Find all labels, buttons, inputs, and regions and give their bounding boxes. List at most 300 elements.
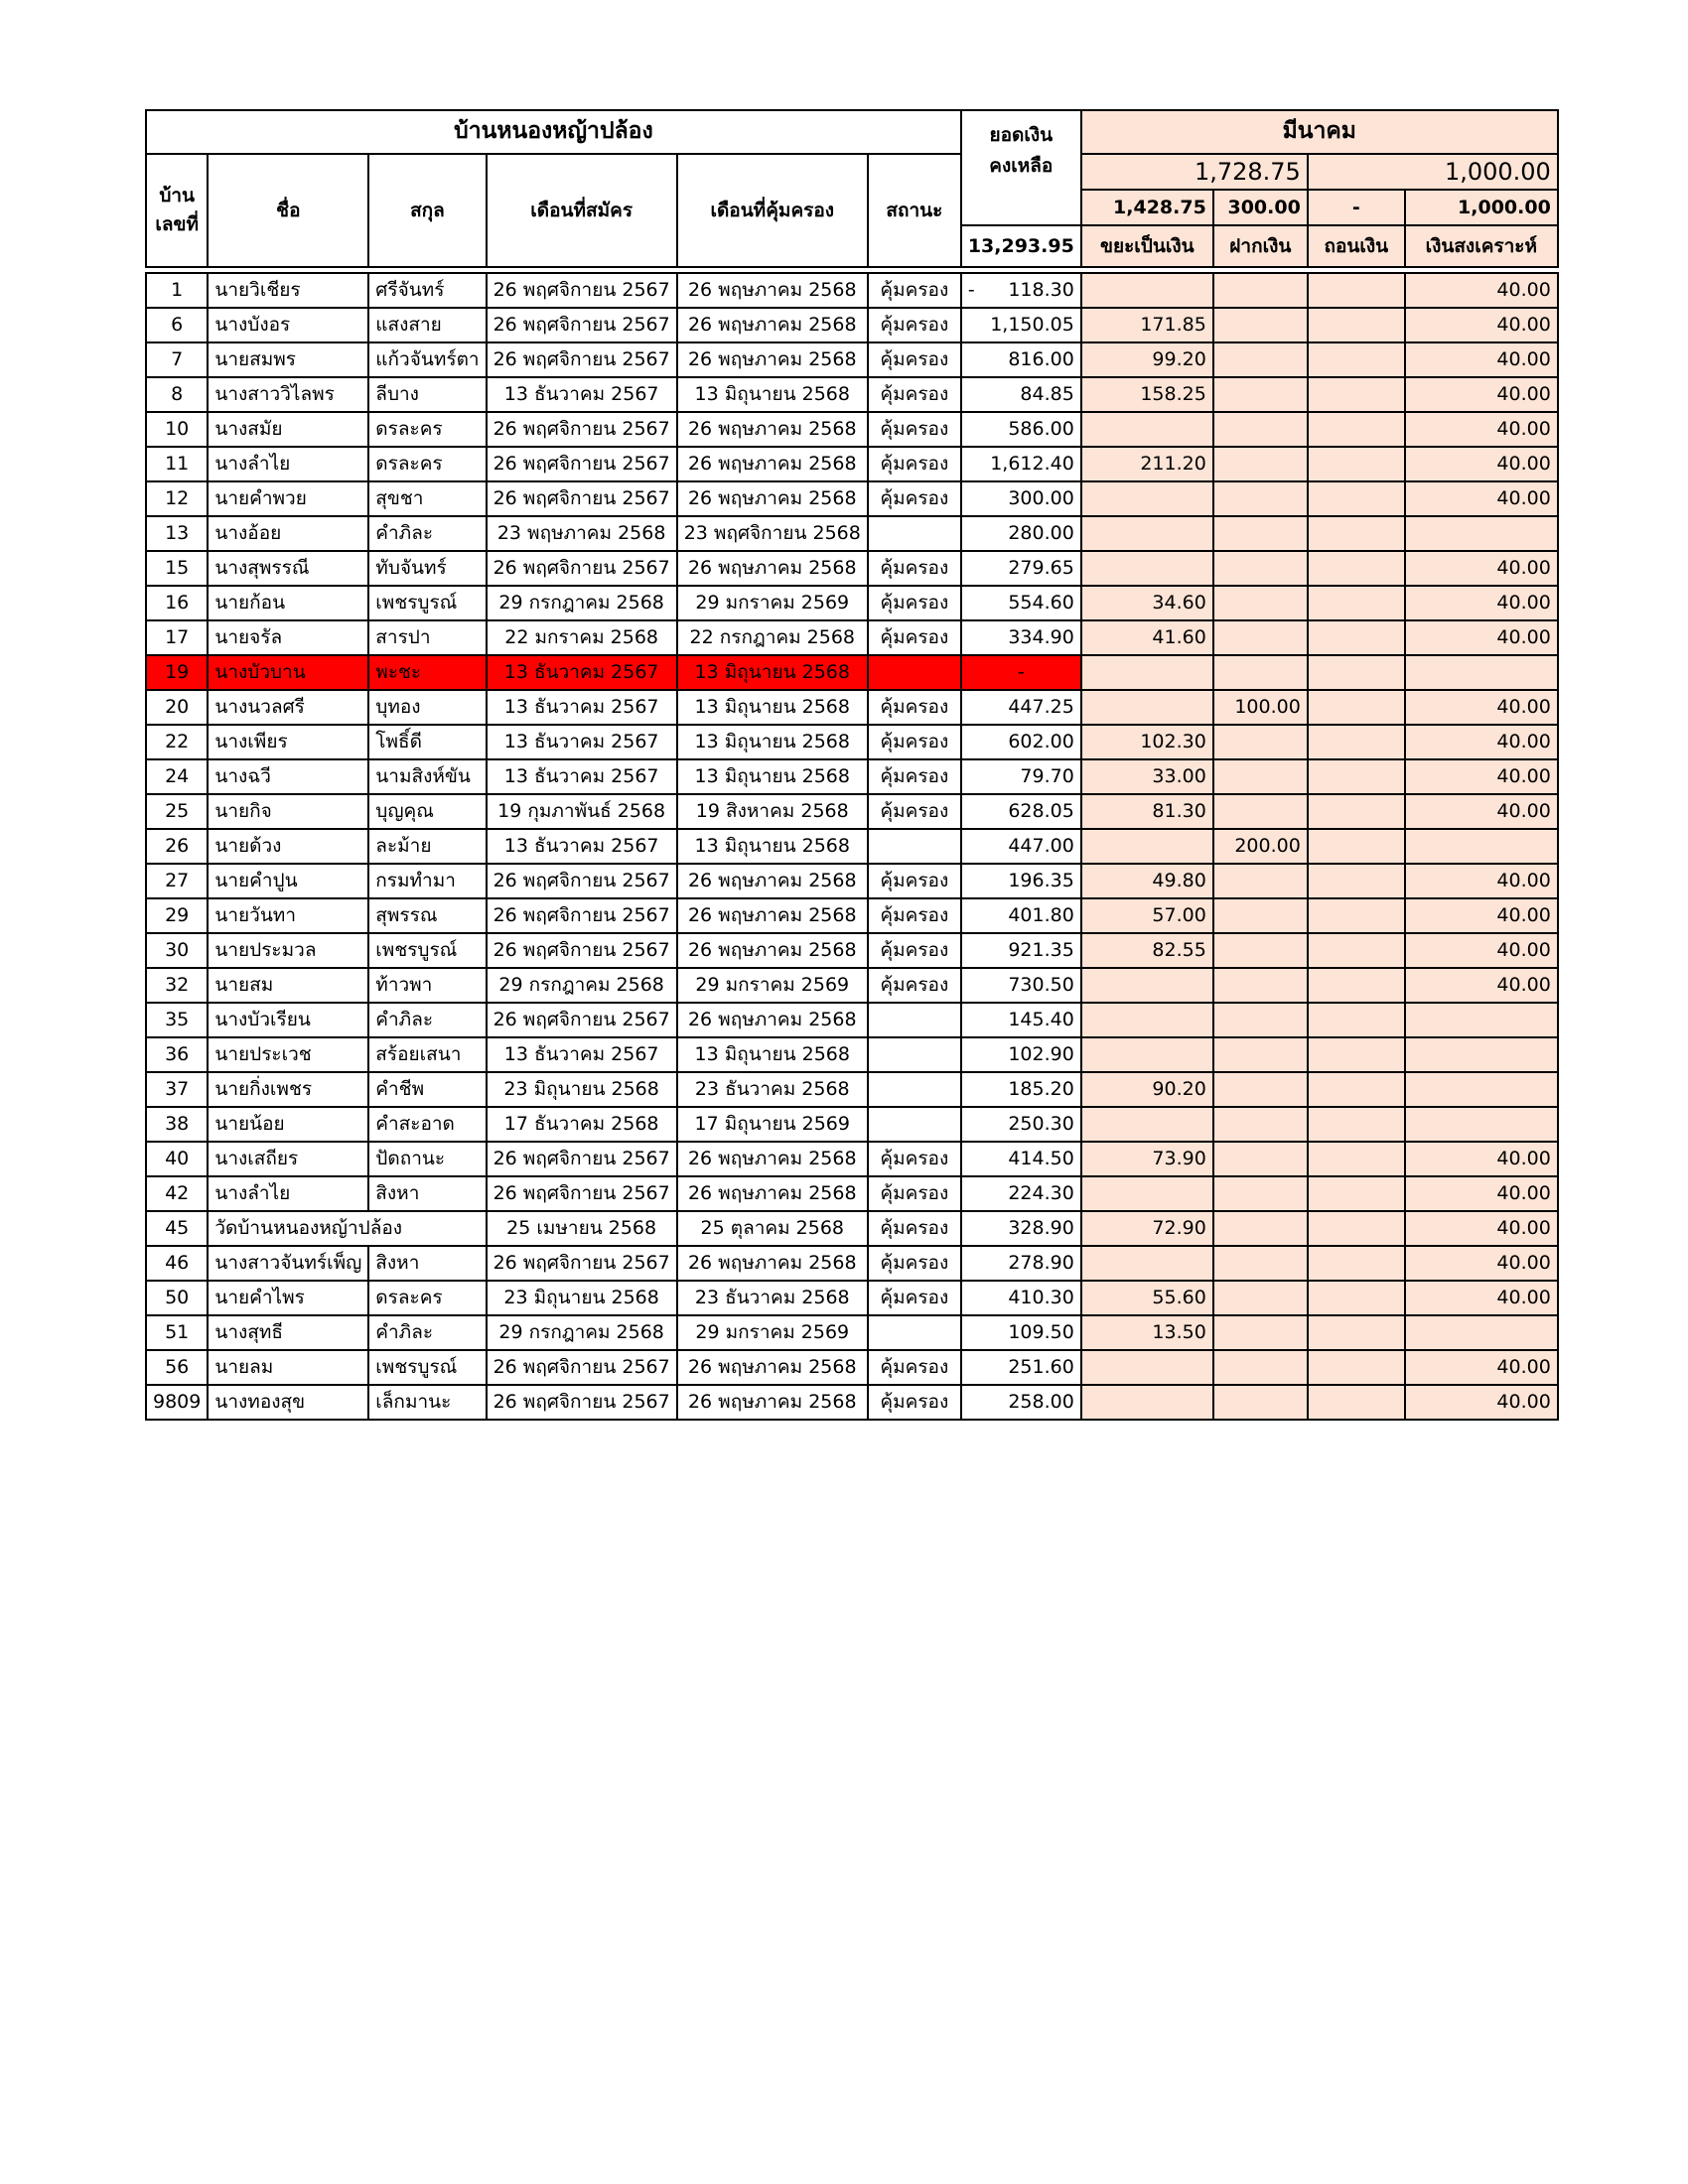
- deposit-cell: [1213, 1176, 1308, 1211]
- table-row[interactable]: [146, 690, 1558, 725]
- table-row[interactable]: [146, 447, 1558, 481]
- house-no-header-line1: บ้าน: [159, 185, 196, 207]
- name-cell: นายประมวล: [208, 933, 368, 968]
- coverage-month-cell: 29 มกราคม 2569: [677, 1315, 868, 1350]
- welfare-cell: 40.00: [1405, 690, 1558, 725]
- house-no-cell: 40: [146, 1142, 208, 1176]
- apply-month-cell: 13 ธันวาคม 2567: [487, 655, 677, 690]
- balance-value: 586.00: [1008, 418, 1074, 441]
- withdraw-cell: [1308, 864, 1405, 898]
- balance-value: 118.30: [1008, 279, 1074, 302]
- balance-cell: [961, 898, 1081, 933]
- balance-value: 300.00: [1008, 487, 1074, 510]
- waste-cell: [1081, 273, 1213, 308]
- withdraw-cell: [1308, 1003, 1405, 1037]
- name-cell: นางสุพรรณี: [208, 551, 368, 586]
- table-row[interactable]: [146, 1281, 1558, 1315]
- balance-cell: [961, 342, 1081, 377]
- welfare-cell: 40.00: [1405, 273, 1558, 308]
- table-row[interactable]: [146, 898, 1558, 933]
- balance-value: 109.50: [1008, 1321, 1074, 1344]
- balance-value: 251.60: [1008, 1356, 1074, 1379]
- table-row[interactable]: [146, 725, 1558, 759]
- coverage-month-cell: 26 พฤษภาคม 2568: [677, 1246, 868, 1281]
- balance-value: 334.90: [1008, 626, 1074, 649]
- table-row[interactable]: [146, 1246, 1558, 1281]
- status-cell: คุ้มครอง: [868, 690, 961, 725]
- table-row[interactable]: [146, 1315, 1558, 1350]
- surname-cell: คำสะอาด: [368, 1107, 486, 1142]
- deposit-cell: [1213, 551, 1308, 586]
- welfare-cell: 40.00: [1405, 447, 1558, 481]
- balance-value: 196.35: [1008, 870, 1074, 892]
- welfare-cell: 40.00: [1405, 308, 1558, 342]
- waste-cell: 41.60: [1081, 620, 1213, 655]
- coverage-month-cell: 13 มิถุนายน 2568: [677, 829, 868, 864]
- table-row[interactable]: [146, 1211, 1558, 1246]
- surname-cell: คำภิละ: [368, 1315, 486, 1350]
- waste-cell: 171.85: [1081, 308, 1213, 342]
- table-row[interactable]: [146, 551, 1558, 586]
- coverage-month-cell: 26 พฤษภาคม 2568: [677, 308, 868, 342]
- balance-value: 1,150.05: [990, 314, 1074, 337]
- surname-cell: บุญคุณ: [368, 794, 486, 829]
- waste-cell: 82.55: [1081, 933, 1213, 968]
- balance-cell: [961, 968, 1081, 1003]
- deposit-cell: [1213, 516, 1308, 551]
- house-no-cell: 19: [146, 655, 208, 690]
- deposit-cell: [1213, 412, 1308, 447]
- balance-cell: [961, 447, 1081, 481]
- status-cell: คุ้มครอง: [868, 1246, 961, 1281]
- surname-cell: ดรละคร: [368, 1281, 486, 1315]
- house-no-cell: 51: [146, 1315, 208, 1350]
- table-row[interactable]: [146, 1176, 1558, 1211]
- balance-cell: [961, 1350, 1081, 1385]
- name-cell: นางสมัย: [208, 412, 368, 447]
- waste-cell: 55.60: [1081, 1281, 1213, 1315]
- welfare-cell: 40.00: [1405, 412, 1558, 447]
- deposit-cell: [1213, 1142, 1308, 1176]
- surname-cell: คำชีพ: [368, 1072, 486, 1107]
- table-row[interactable]: [146, 342, 1558, 377]
- apply-month-cell: 13 ธันวาคม 2567: [487, 1037, 677, 1072]
- apply-month-cell: 29 กรกฎาคม 2568: [487, 968, 677, 1003]
- welfare-cell: 40.00: [1405, 1176, 1558, 1211]
- house-no-cell: 11: [146, 447, 208, 481]
- waste-cell: 81.30: [1081, 794, 1213, 829]
- withdraw-cell: [1308, 447, 1405, 481]
- sum-b-cell: 1,000.00: [1308, 154, 1558, 190]
- name-cell: นางลำไย: [208, 447, 368, 481]
- ledger-rows: [146, 273, 1558, 1420]
- name-cell: นางบังอร: [208, 308, 368, 342]
- status-cell: คุ้มครอง: [868, 968, 961, 1003]
- withdraw-cell: [1308, 516, 1405, 551]
- house-no-cell: 56: [146, 1350, 208, 1385]
- deposit-cell: [1213, 620, 1308, 655]
- coverage-month-cell: 23 พฤศจิกายน 2568: [677, 516, 868, 551]
- welfare-cell: [1405, 1315, 1558, 1350]
- deposit-cell: [1213, 481, 1308, 516]
- waste-cell: [1081, 516, 1213, 551]
- status-cell: คุ้มครอง: [868, 412, 961, 447]
- house-no-cell: 30: [146, 933, 208, 968]
- coverage-month-cell: 26 พฤษภาคม 2568: [677, 1142, 868, 1176]
- house-no-cell: 50: [146, 1281, 208, 1315]
- house-no-cell: 45: [146, 1211, 208, 1246]
- balance-cell: [961, 516, 1081, 551]
- waste-cell: [1081, 655, 1213, 690]
- balance-value: 730.50: [1008, 974, 1074, 997]
- withdraw-cell: [1308, 308, 1405, 342]
- waste-cell: [1081, 412, 1213, 447]
- balance-value: -: [1017, 661, 1025, 684]
- status-cell: [868, 1072, 961, 1107]
- balance-cell: [961, 794, 1081, 829]
- name-cell: นางบัวเรียน: [208, 1003, 368, 1037]
- deposit-cell: [1213, 898, 1308, 933]
- apply-month-cell: 13 ธันวาคม 2567: [487, 690, 677, 725]
- apply-month-cell: 26 พฤศจิกายน 2567: [487, 273, 677, 308]
- welfare-cell: [1405, 655, 1558, 690]
- deposit-cell: [1213, 1037, 1308, 1072]
- table-row[interactable]: [146, 1037, 1558, 1072]
- house-no-cell: 13: [146, 516, 208, 551]
- apply-month-cell: 13 ธันวาคม 2567: [487, 759, 677, 794]
- waste-cell: [1081, 1037, 1213, 1072]
- welfare-cell: 40.00: [1405, 342, 1558, 377]
- balance-cell: [961, 759, 1081, 794]
- deposit-cell: [1213, 1315, 1308, 1350]
- name-cell: วัดบ้านหนองหญ้าปล้อง: [208, 1211, 486, 1246]
- waste-cell: [1081, 690, 1213, 725]
- balance-value: 410.30: [1008, 1287, 1074, 1309]
- withdraw-cell: [1308, 620, 1405, 655]
- waste-cell: 57.00: [1081, 898, 1213, 933]
- coverage-month-cell: 22 กรกฎาคม 2568: [677, 620, 868, 655]
- withdraw-cell: [1308, 551, 1405, 586]
- waste-cell: 73.90: [1081, 1142, 1213, 1176]
- name-cell: นางสาววิไลพร: [208, 377, 368, 412]
- waste-cell: 102.30: [1081, 725, 1213, 759]
- deposit-cell: [1213, 759, 1308, 794]
- waste-cell: 34.60: [1081, 586, 1213, 620]
- table-row[interactable]: [146, 759, 1558, 794]
- coverage-month-cell: 13 มิถุนายน 2568: [677, 725, 868, 759]
- apply-month-cell: 26 พฤศจิกายน 2567: [487, 864, 677, 898]
- balance-value: 280.00: [1008, 522, 1074, 545]
- waste-cell: [1081, 1003, 1213, 1037]
- surname-cell: แสงสาย: [368, 308, 486, 342]
- name-cell: นายด้วง: [208, 829, 368, 864]
- surname-cell: ดรละคร: [368, 412, 486, 447]
- surname-cell: แก้วจันทร์ตา: [368, 342, 486, 377]
- balance-cell: [961, 725, 1081, 759]
- apply-month-cell: 26 พฤศจิกายน 2567: [487, 447, 677, 481]
- house-no-cell: 24: [146, 759, 208, 794]
- balance-cell: [961, 1107, 1081, 1142]
- apply-month-cell: 23 มิถุนายน 2568: [487, 1281, 677, 1315]
- welfare-cell: [1405, 1072, 1558, 1107]
- table-row[interactable]: [146, 933, 1558, 968]
- withdraw-cell: [1308, 1350, 1405, 1385]
- balance-value: 554.60: [1008, 592, 1074, 614]
- welfare-cell: 40.00: [1405, 933, 1558, 968]
- apply-month-cell: 26 พฤศจิกายน 2567: [487, 1350, 677, 1385]
- surname-cell: ทับจันทร์: [368, 551, 486, 586]
- balance-value: 278.90: [1008, 1252, 1074, 1275]
- status-cell: คุ้มครอง: [868, 1142, 961, 1176]
- coverage-month-cell: 13 มิถุนายน 2568: [677, 690, 868, 725]
- house-no-cell: 17: [146, 620, 208, 655]
- name-cell: นายสม: [208, 968, 368, 1003]
- apply-month-cell: 26 พฤศจิกายน 2567: [487, 1385, 677, 1420]
- withdraw-cell: [1308, 968, 1405, 1003]
- status-cell: คุ้มครอง: [868, 551, 961, 586]
- welfare-cell: 40.00: [1405, 1246, 1558, 1281]
- status-cell: คุ้มครอง: [868, 620, 961, 655]
- balance-value: 84.85: [1020, 383, 1074, 406]
- balance-value: 816.00: [1008, 348, 1074, 371]
- welfare-cell: 40.00: [1405, 551, 1558, 586]
- name-cell: นายกิ่งเพชร: [208, 1072, 368, 1107]
- negative-sign: -: [967, 279, 975, 302]
- name-cell: นางเพียร: [208, 725, 368, 759]
- balance-value: 258.00: [1008, 1391, 1074, 1414]
- surname-cell: สุพรรณ: [368, 898, 486, 933]
- apply-month-cell: 26 พฤศจิกายน 2567: [487, 1003, 677, 1037]
- coverage-month-cell: 25 ตุลาคม 2568: [677, 1211, 868, 1246]
- apply-month-cell: 17 ธันวาคม 2568: [487, 1107, 677, 1142]
- table-row[interactable]: [146, 481, 1558, 516]
- status-cell: [868, 829, 961, 864]
- status-cell: คุ้มครอง: [868, 759, 961, 794]
- withdraw-cell: [1308, 342, 1405, 377]
- welfare-cell: 40.00: [1405, 864, 1558, 898]
- house-no-cell: 8: [146, 377, 208, 412]
- name-cell: นายวิเชียร: [208, 273, 368, 308]
- waste-cell: [1081, 481, 1213, 516]
- name-cell: นายสมพร: [208, 342, 368, 377]
- house-no-cell: 27: [146, 864, 208, 898]
- table-row[interactable]: [146, 273, 1558, 308]
- table-row[interactable]: [146, 1107, 1558, 1142]
- apply-month-cell: 13 ธันวาคม 2567: [487, 377, 677, 412]
- house-no-cell: 9809: [146, 1385, 208, 1420]
- status-cell: คุ้มครอง: [868, 377, 961, 412]
- withdraw-cell: [1308, 1107, 1405, 1142]
- status-cell: คุ้มครอง: [868, 342, 961, 377]
- name-cell: นายกิจ: [208, 794, 368, 829]
- house-no-cell: 35: [146, 1003, 208, 1037]
- name-cell: นางสุทธี: [208, 1315, 368, 1350]
- table-row[interactable]: [146, 586, 1558, 620]
- status-cell: คุ้มครอง: [868, 725, 961, 759]
- balance-value: 628.05: [1008, 800, 1074, 823]
- balance-cell: [961, 690, 1081, 725]
- balance-cell: [961, 308, 1081, 342]
- balance-cell: [961, 412, 1081, 447]
- balance-value: 414.50: [1008, 1148, 1074, 1170]
- welfare-cell: 40.00: [1405, 1385, 1558, 1420]
- name-cell: นางสาวจันทร์เพ็ญ: [208, 1246, 368, 1281]
- apply-month-cell: 26 พฤศจิกายน 2567: [487, 308, 677, 342]
- apply-month-cell: 26 พฤศจิกายน 2567: [487, 412, 677, 447]
- apply-month-cell: 29 กรกฎาคม 2568: [487, 586, 677, 620]
- withdraw-cell: [1308, 1142, 1405, 1176]
- house-no-cell: 7: [146, 342, 208, 377]
- waste-cell: [1081, 1385, 1213, 1420]
- welfare-cell: 40.00: [1405, 481, 1558, 516]
- village-title: บ้านหนองหญ้าปล้อง: [146, 110, 961, 154]
- balance-total-cell: 13,293.95: [961, 225, 1081, 267]
- table-row[interactable]: [146, 1142, 1558, 1176]
- welfare-total-cell: 1,000.00: [1405, 190, 1558, 225]
- status-cell: คุ้มครอง: [868, 794, 961, 829]
- balance-cell: [961, 1072, 1081, 1107]
- name-cell: นางลำไย: [208, 1176, 368, 1211]
- surname-cell: สุขชา: [368, 481, 486, 516]
- welfare-col-header: เงินสงเคราะห์: [1405, 225, 1558, 267]
- coverage-month-cell: 26 พฤษภาคม 2568: [677, 933, 868, 968]
- status-cell: คุ้มครอง: [868, 864, 961, 898]
- withdraw-cell: [1308, 273, 1405, 308]
- coverage-month-cell: 26 พฤษภาคม 2568: [677, 273, 868, 308]
- deposit-cell: [1213, 1281, 1308, 1315]
- coverage-month-cell: 26 พฤษภาคม 2568: [677, 447, 868, 481]
- table-row[interactable]: [146, 620, 1558, 655]
- apply-month-cell: 23 มิถุนายน 2568: [487, 1072, 677, 1107]
- status-cell: [868, 516, 961, 551]
- deposit-cell: [1213, 1350, 1308, 1385]
- table-row[interactable]: [146, 1385, 1558, 1420]
- deposit-cell: [1213, 794, 1308, 829]
- status-cell: คุ้มครอง: [868, 586, 961, 620]
- surname-header: สกุล: [368, 154, 486, 267]
- status-cell: คุ้มครอง: [868, 481, 961, 516]
- name-cell: นางเสถียร: [208, 1142, 368, 1176]
- status-cell: คุ้มครอง: [868, 308, 961, 342]
- table-row[interactable]: [146, 829, 1558, 864]
- balance-cell: [961, 655, 1081, 690]
- balance-header-line1: ยอดเงิน: [989, 123, 1054, 146]
- welfare-cell: [1405, 516, 1558, 551]
- table-row[interactable]: [146, 864, 1558, 898]
- apply-month-cell: 26 พฤศจิกายน 2567: [487, 551, 677, 586]
- table-row[interactable]: [146, 516, 1558, 551]
- withdraw-cell: [1308, 1176, 1405, 1211]
- name-cell: นายจรัล: [208, 620, 368, 655]
- status-cell: [868, 655, 961, 690]
- waste-cell: 211.20: [1081, 447, 1213, 481]
- apply-month-cell: 26 พฤศจิกายน 2567: [487, 1246, 677, 1281]
- balance-cell: [961, 1315, 1081, 1350]
- coverage-month-cell: 29 มกราคม 2569: [677, 586, 868, 620]
- waste-cell: [1081, 1176, 1213, 1211]
- status-cell: [868, 1107, 961, 1142]
- surname-cell: สิงหา: [368, 1176, 486, 1211]
- apply-month-cell: 26 พฤศจิกายน 2567: [487, 898, 677, 933]
- balance-header-line2: คงเหลือ: [989, 154, 1054, 177]
- coverage-month-cell: 26 พฤษภาคม 2568: [677, 1350, 868, 1385]
- deposit-cell: [1213, 586, 1308, 620]
- status-cell: คุ้มครอง: [868, 1281, 961, 1315]
- status-cell: คุ้มครอง: [868, 1176, 961, 1211]
- status-cell: คุ้มครอง: [868, 273, 961, 308]
- balance-value: 185.20: [1008, 1078, 1074, 1101]
- welfare-cell: 40.00: [1405, 1211, 1558, 1246]
- surname-cell: นามสิงห์ขัน: [368, 759, 486, 794]
- surname-cell: เพชรบูรณ์: [368, 1350, 486, 1385]
- waste-cell: [1081, 1350, 1213, 1385]
- waste-cell: 99.20: [1081, 342, 1213, 377]
- table-row[interactable]: [146, 1003, 1558, 1037]
- house-no-cell: 38: [146, 1107, 208, 1142]
- withdraw-cell: [1308, 898, 1405, 933]
- name-cell: นางอ้อย: [208, 516, 368, 551]
- coverage-month-cell: 19 สิงหาคม 2568: [677, 794, 868, 829]
- coverage-month-cell: 26 พฤษภาคม 2568: [677, 412, 868, 447]
- table-row[interactable]: [146, 655, 1558, 690]
- table-row[interactable]: [146, 377, 1558, 412]
- surname-cell: สิงหา: [368, 1246, 486, 1281]
- withdraw-cell: [1308, 412, 1405, 447]
- surname-cell: เพชรบูรณ์: [368, 586, 486, 620]
- deposit-cell: [1213, 1003, 1308, 1037]
- welfare-cell: 40.00: [1405, 586, 1558, 620]
- withdraw-cell: [1308, 1211, 1405, 1246]
- balance-cell: [961, 551, 1081, 586]
- status-cell: คุ้มครอง: [868, 1385, 961, 1420]
- welfare-cell: 40.00: [1405, 1281, 1558, 1315]
- coverage-month-cell: 26 พฤษภาคม 2568: [677, 1003, 868, 1037]
- table-row[interactable]: [146, 412, 1558, 447]
- coverage-month-cell: 26 พฤษภาคม 2568: [677, 342, 868, 377]
- balance-value: 102.90: [1008, 1043, 1074, 1066]
- welfare-cell: 40.00: [1405, 1142, 1558, 1176]
- apply-month-cell: 22 มกราคม 2568: [487, 620, 677, 655]
- deposit-cell: [1213, 273, 1308, 308]
- balance-cell: [961, 1142, 1081, 1176]
- table-row[interactable]: [146, 1072, 1558, 1107]
- balance-value: 279.65: [1008, 557, 1074, 580]
- table-row[interactable]: [146, 794, 1558, 829]
- balance-header: [961, 110, 1081, 190]
- deposit-cell: 100.00: [1213, 690, 1308, 725]
- house-no-cell: 37: [146, 1072, 208, 1107]
- apply-month-cell: 26 พฤศจิกายน 2567: [487, 933, 677, 968]
- withdraw-cell: [1308, 933, 1405, 968]
- balance-cell: [961, 1176, 1081, 1211]
- welfare-cell: 40.00: [1405, 898, 1558, 933]
- balance-value: 447.00: [1008, 835, 1074, 858]
- deposit-cell: [1213, 1246, 1308, 1281]
- table-row[interactable]: [146, 308, 1558, 342]
- withdraw-cell: [1308, 655, 1405, 690]
- table-row[interactable]: [146, 968, 1558, 1003]
- name-cell: นายวันทา: [208, 898, 368, 933]
- balance-value: 328.90: [1008, 1217, 1074, 1240]
- apply-month-cell: 29 กรกฎาคม 2568: [487, 1315, 677, 1350]
- surname-cell: โพธิ์ดี: [368, 725, 486, 759]
- status-cell: คุ้มครอง: [868, 1211, 961, 1246]
- coverage-month-cell: 13 มิถุนายน 2568: [677, 377, 868, 412]
- welfare-cell: 40.00: [1405, 620, 1558, 655]
- welfare-cell: 40.00: [1405, 377, 1558, 412]
- withdraw-cell: [1308, 1385, 1405, 1420]
- table-row[interactable]: [146, 1350, 1558, 1385]
